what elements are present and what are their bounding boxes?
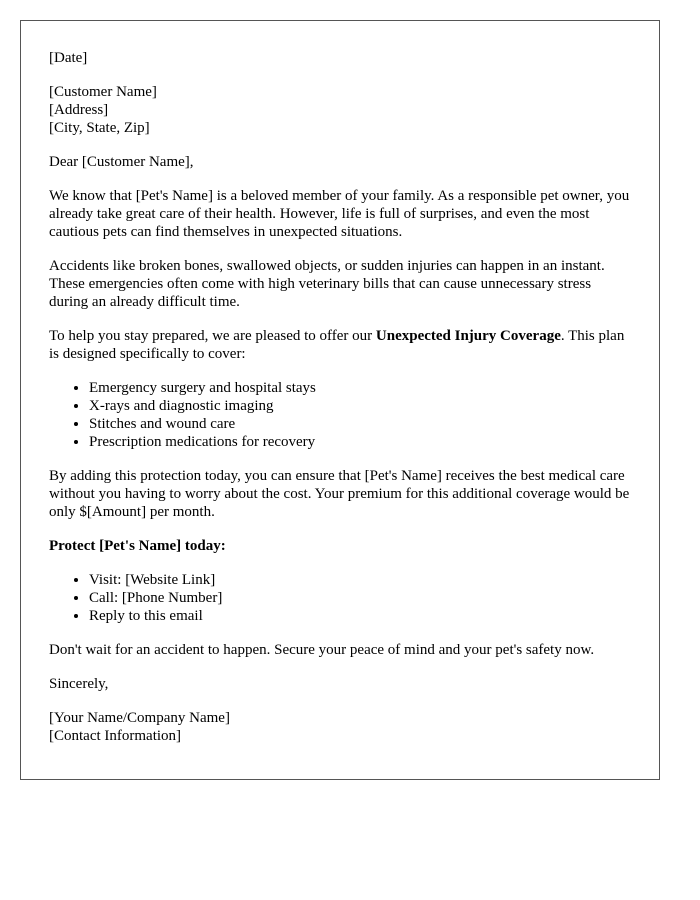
offer-paragraph [49, 327, 631, 363]
contact-list [49, 571, 631, 625]
letter-page [20, 20, 660, 780]
premium-paragraph: By adding this protection today, you can ensure that [Pet's Name] receives the best medical care without you having to worry about the cost. Your premium for this additional coverage would be only $[Amount] per month. [49, 468, 630, 520]
recipient-address: [Address] [49, 102, 109, 118]
offer-text-before: To help you stay prepared, we are pleased to offer our [49, 328, 376, 344]
recipient-address-block [49, 83, 631, 137]
offer-text-after: . This plan is designed specifically to cover: [49, 328, 625, 362]
cta-heading-text: Protect [Pet's Name] today: [49, 538, 226, 554]
contact-item-email: • Reply to this email [89, 607, 631, 625]
intro-paragraph: We know that [Pet's Name] is a beloved member of your family. As a responsible pet owner, you already take great care of their health. However, life is full of surprises, and even the most cautious pets can find themselves in unexpected situations. [49, 188, 630, 240]
coverage-item: • X-rays and diagnostic imaging [89, 397, 631, 415]
coverage-item: • Emergency surgery and hospital stays [89, 379, 631, 397]
signature-name: [Your Name/Company Name] [49, 710, 230, 726]
contact-item-website: • Visit: [Website Link] [89, 571, 631, 589]
coverage-item: • Prescription medications for recovery [89, 433, 631, 451]
letter-date: [Date] [49, 50, 88, 66]
contact-item-phone: • Call: [Phone Number] [89, 589, 631, 607]
salutation: Dear [Customer Name], [49, 154, 194, 170]
signature-contact: [Contact Information] [49, 728, 182, 744]
accidents-paragraph: Accidents like broken bones, swallowed objects, or sudden injuries can happen in an instant. These emergencies often come with high veterinary bills that can cause unnecessary stress during an already difficult time. [49, 258, 605, 310]
coverage-list [49, 379, 631, 451]
cta-heading [49, 537, 631, 555]
recipient-name: [Customer Name] [49, 84, 157, 100]
closing: Sincerely, [49, 676, 109, 692]
coverage-item: • Stitches and wound care [89, 415, 631, 433]
recipient-city-state-zip: [City, State, Zip] [49, 120, 150, 136]
closing-paragraph: Don't wait for an accident to happen. Secure your peace of mind and your pet's safety now. [49, 642, 595, 658]
signature-block [49, 709, 631, 745]
coverage-name: Unexpected Injury Coverage [375, 328, 561, 344]
